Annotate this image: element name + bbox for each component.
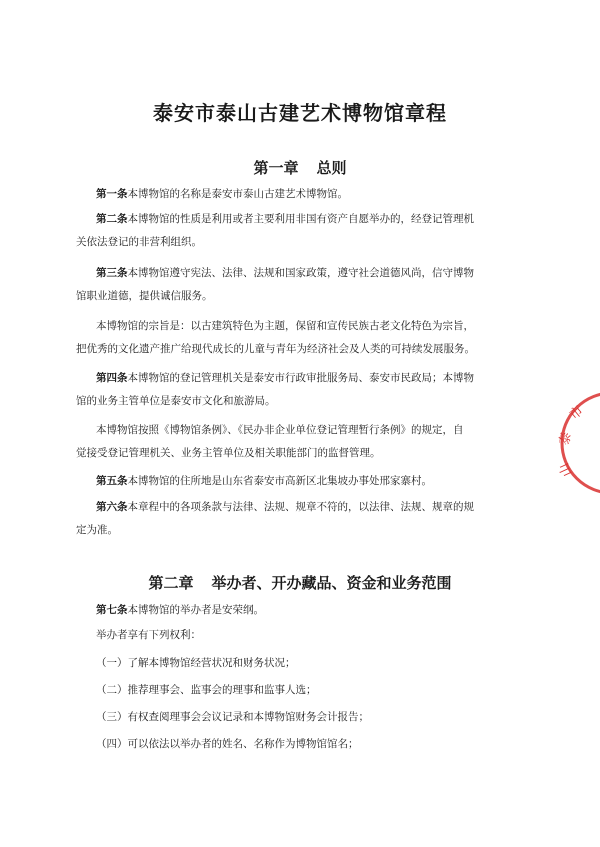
document-title: 泰安市泰山古建艺术博物馆章程 bbox=[153, 101, 447, 125]
seal-char: 泰 bbox=[557, 430, 575, 447]
article-4: 第四条本博物馆的登记管理机关是泰安市行政审批服务局、泰安市民政局；本博物 馆的业务主管单位是泰安市文化和旅游局。 bbox=[76, 372, 474, 407]
chapter-2-number: 第二章 bbox=[148, 574, 194, 592]
chapter-2-heading bbox=[0, 572, 600, 593]
chapter-1-number: 第一章 bbox=[253, 159, 299, 177]
supervision-paragraph: 本博物馆按照《博物馆条例》、《民办非企业单位登记管理暂行条例》的规定，自 觉接受登记管理机关、业务主管单位及相关职能部门的监督管理。 bbox=[76, 424, 464, 459]
article-7: 第七条本博物馆的举办者是安荣纲。 bbox=[96, 604, 264, 616]
chapter-2-name: 举办者、开办藏品、资金和业务范围 bbox=[211, 574, 452, 592]
founder-rights-intro: 举办者享有下列权利： bbox=[96, 629, 201, 641]
article-6: 第六条本章程中的各项条款与法律、法规、规章不符的，以法律、法规、规章的规 定为准。 bbox=[76, 501, 474, 536]
article-5: 第五条本博物馆的住所地是山东省泰安市高新区北集坡办事处邢家寨村。 bbox=[96, 475, 432, 487]
chapter-1-name: 总则 bbox=[316, 159, 347, 177]
article-2: 第二条本博物馆的性质是利用或者主要利用非国有资产自愿举办的，经登记管理机 关依法登记的非营利组织。 bbox=[76, 213, 474, 248]
founder-right-4: （四）可以依法以举办者的姓名、名称作为博物馆馆名； bbox=[96, 738, 359, 750]
mission-paragraph: 本博物馆的宗旨是：以古建筑特色为主题，保留和宣传民族古老文化特色为宗旨， 把优秀的文化遗产推广给现代成长的儿童与青年为经济社会及人类的可持续发展服务。 bbox=[76, 320, 475, 355]
seal-char: 市 bbox=[566, 403, 587, 424]
seal-char: 山 bbox=[556, 460, 576, 479]
official-seal-stamp bbox=[550, 388, 600, 498]
article-1: 第一条本博物馆的名称是泰安市泰山古建艺术博物馆。 bbox=[96, 188, 348, 200]
chapter-1-heading bbox=[0, 157, 600, 178]
article-3: 第三条本博物馆遵守宪法、法律、法规和国家政策，遵守社会道德风尚，信守博物 馆职业道德，提供诚信服务。 bbox=[76, 267, 474, 302]
founder-right-3: （三）有权查阅理事会会议记录和本博物馆财务会计报告； bbox=[96, 711, 369, 723]
founder-right-2: （二）推荐理事会、监事会的理事和监事人选； bbox=[96, 684, 317, 696]
founder-right-1: （一）了解本博物馆经营状况和财务状况； bbox=[96, 657, 296, 669]
